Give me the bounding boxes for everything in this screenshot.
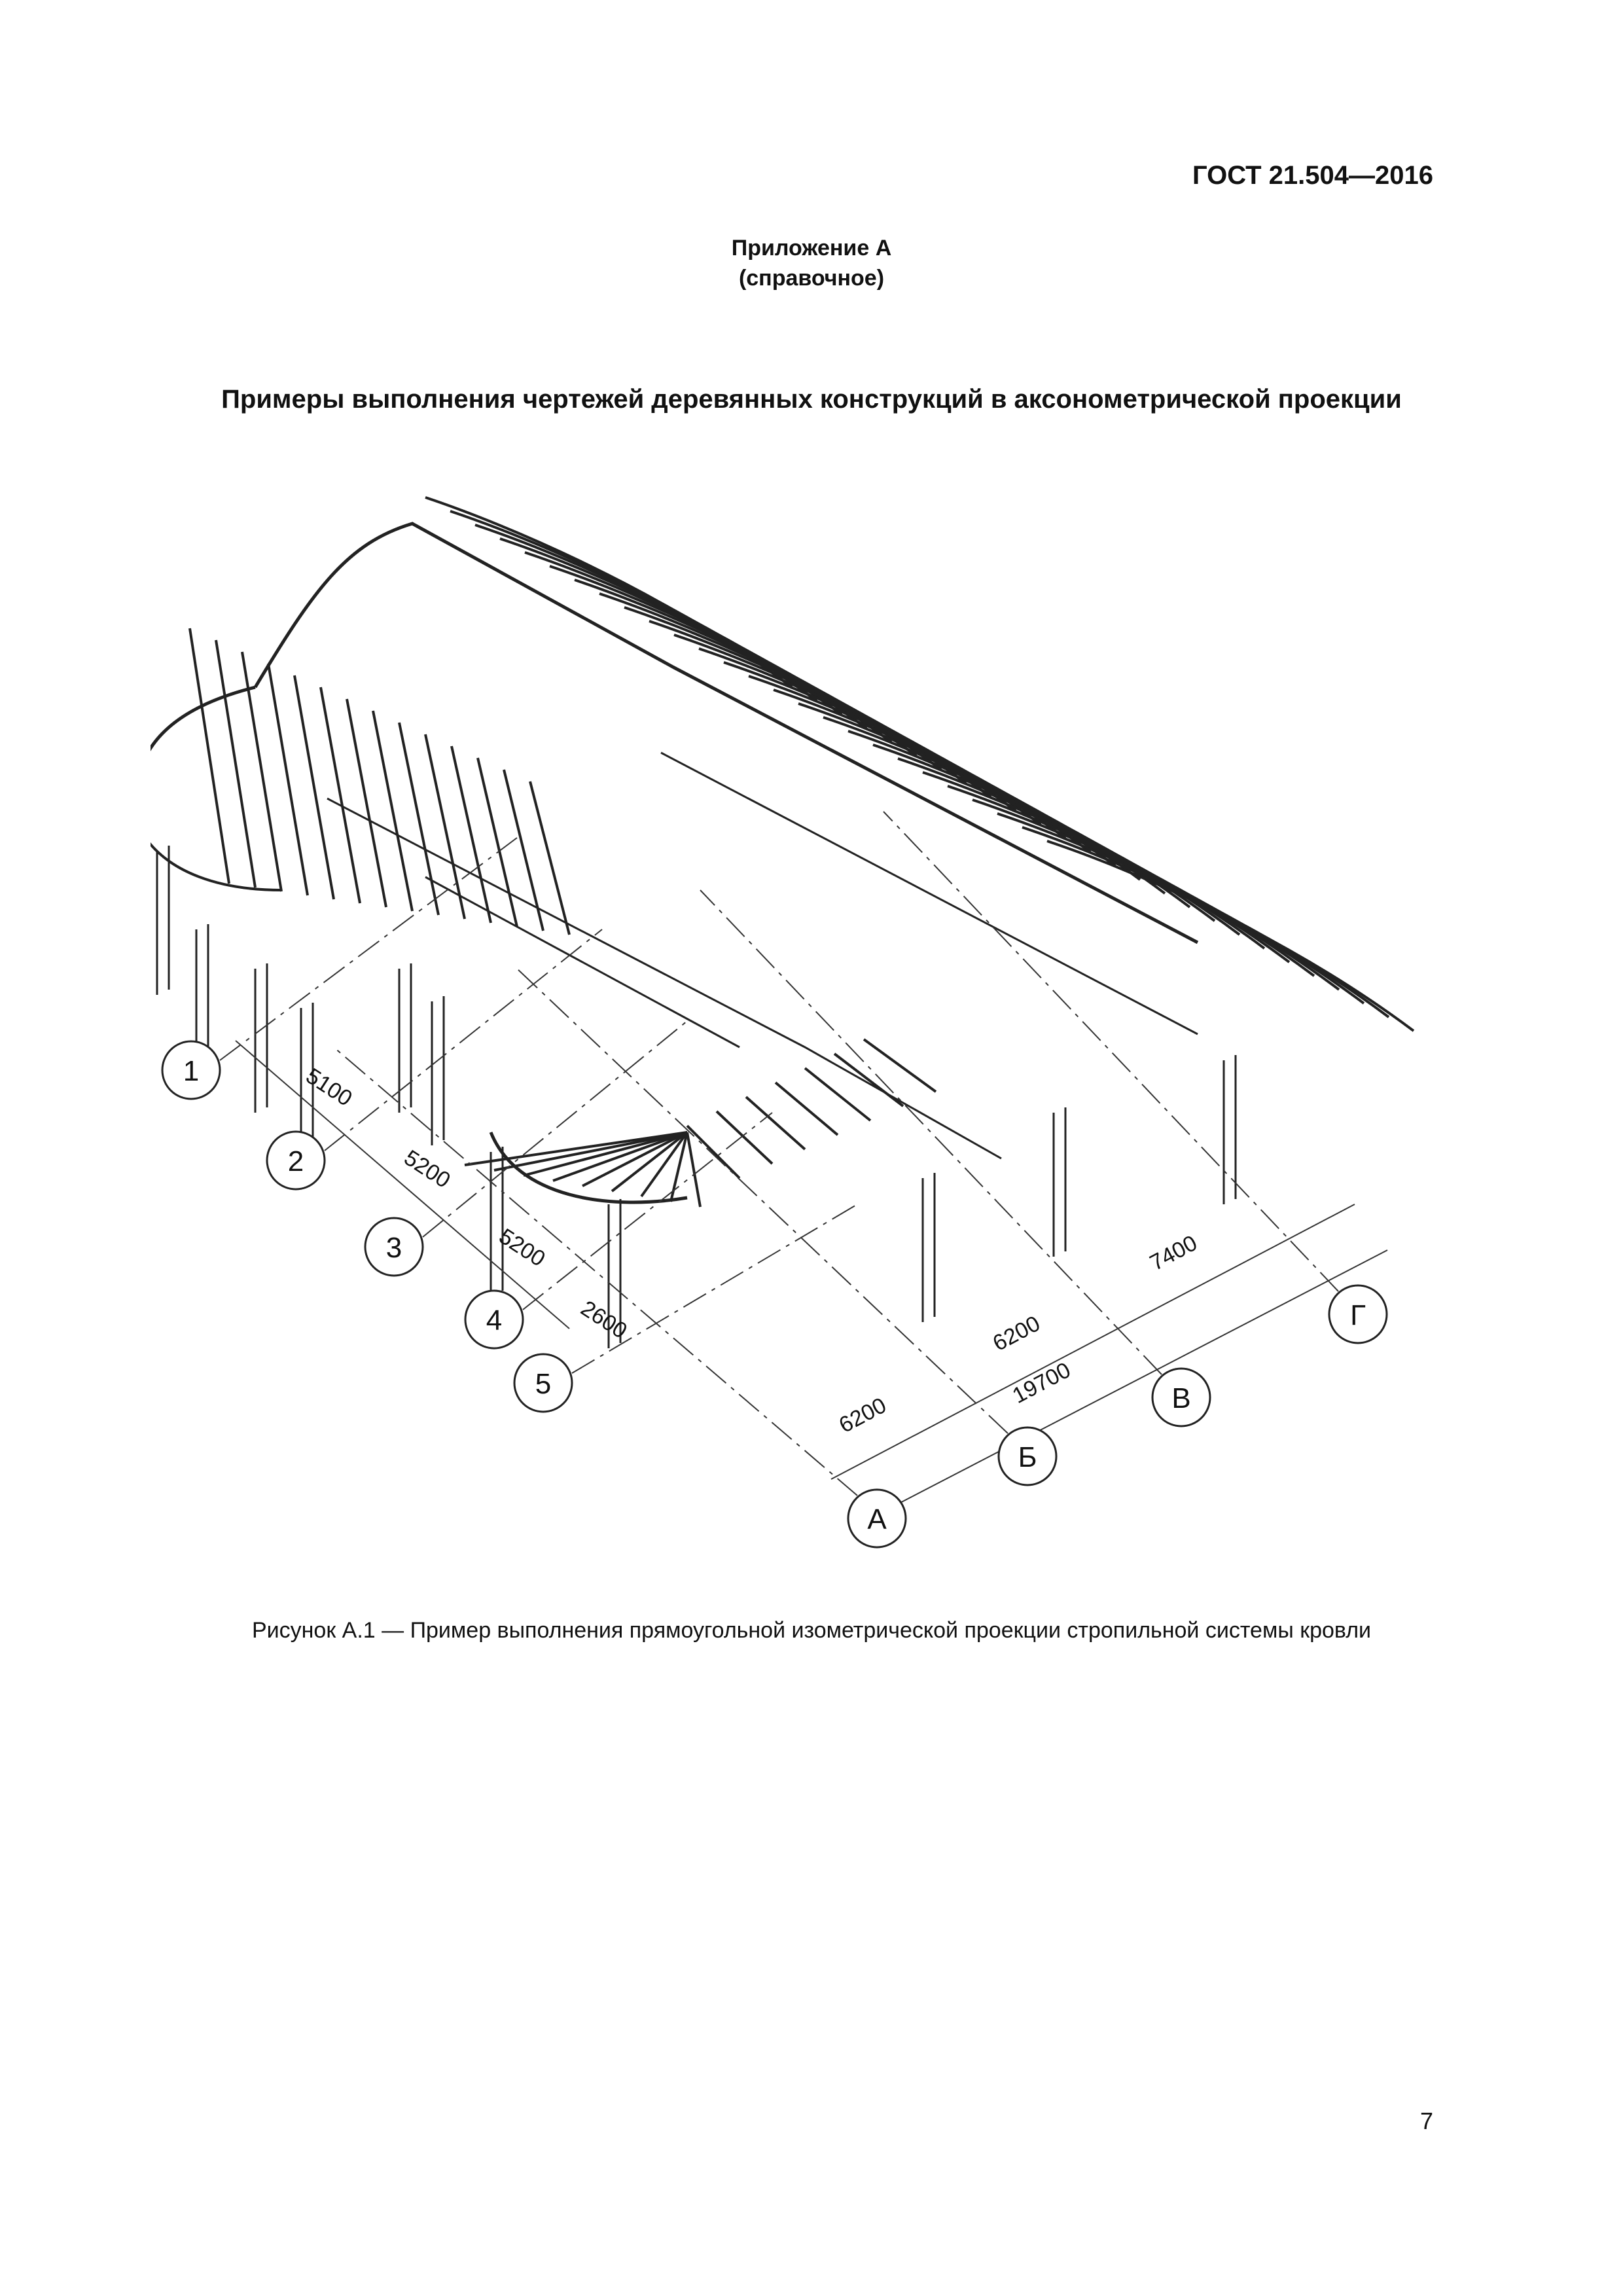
rafter: [504, 770, 543, 931]
svg-text:В: В: [1171, 1382, 1191, 1414]
svg-text:А: А: [867, 1503, 887, 1535]
axis-bubble-a: [848, 1490, 906, 1547]
appendix-heading: [0, 233, 1623, 293]
rafter: [452, 746, 491, 923]
svg-text:4: 4: [486, 1304, 503, 1336]
rafter: [268, 664, 308, 895]
svg-text:3: 3: [385, 1232, 402, 1264]
dim-4-5: 2600: [576, 1295, 632, 1344]
fan-rafter: [553, 1132, 687, 1181]
rafter: [805, 1068, 870, 1121]
svg-text:Г: Г: [1350, 1299, 1366, 1331]
appendix-status: (справочное): [738, 266, 885, 291]
axis-bubbles: [162, 1041, 1387, 1547]
rafter: [321, 687, 360, 903]
grid-axis: [700, 890, 1162, 1374]
grid-axis: [883, 812, 1338, 1291]
dimension-line: [831, 1204, 1355, 1479]
axis-bubble-4: [465, 1291, 523, 1348]
grid-axis: [334, 1047, 857, 1496]
rafter: [776, 1083, 838, 1135]
fan-rafter: [494, 1132, 687, 1170]
dim-b-v: 6200: [988, 1311, 1044, 1357]
dim-3-4: 5200: [494, 1223, 550, 1272]
appendix-label: Приложение А: [731, 236, 892, 260]
dim-v-g: 7400: [1145, 1230, 1202, 1276]
axis-bubble-b: [999, 1427, 1056, 1485]
dim-total: 19700: [1008, 1357, 1075, 1409]
dim-2-3: 5200: [399, 1145, 455, 1193]
rafter-structure: [151, 497, 1414, 1348]
rafter: [347, 699, 386, 907]
fan-rafter: [687, 1132, 700, 1207]
standard-code: ГОСТ 21.504—2016: [1192, 161, 1433, 190]
dim-1-2: 5100: [301, 1063, 357, 1111]
rafter: [216, 640, 255, 888]
axis-bubble-3: [365, 1218, 423, 1276]
ridge-beam: [255, 524, 1198, 942]
axis-bubble-1: [162, 1041, 220, 1099]
roof-framing-drawing: [151, 471, 1433, 1581]
svg-text:5: 5: [535, 1368, 552, 1400]
grid-axis: [325, 929, 602, 1151]
rafter: [746, 1097, 805, 1149]
grid-axis: [572, 1204, 857, 1373]
grid-axis: [423, 1021, 687, 1237]
rafter: [190, 628, 229, 884]
purlin: [425, 877, 740, 1047]
purlin: [661, 753, 1198, 1034]
axis-bubble-g: [1329, 1285, 1387, 1343]
rafter: [1022, 827, 1389, 1017]
svg-text:2: 2: [287, 1145, 304, 1177]
rafter: [530, 781, 569, 935]
rafter: [373, 711, 412, 911]
rafter: [1047, 841, 1414, 1031]
page-title: Примеры выполнения чертежей деревянных конструкций в аксонометрической проекции: [221, 385, 1402, 414]
dim-a-b: 6200: [834, 1393, 891, 1439]
hip-curve: [151, 825, 281, 890]
grid-axis: [220, 838, 517, 1060]
rafter: [294, 675, 334, 899]
axis-bubble-2: [267, 1132, 325, 1189]
figure-caption: Рисунок А.1 — Пример выполнения прямоугольной изометрической проекции стропильной системы кровли: [251, 1618, 1372, 1643]
axis-bubble-v: [1152, 1369, 1210, 1426]
dimension-line: [857, 1250, 1387, 1525]
svg-text:Б: Б: [1018, 1441, 1037, 1473]
rafter: [399, 723, 438, 915]
page-number: 7: [1419, 2108, 1433, 2134]
axis-bubble-5: [514, 1354, 572, 1412]
svg-text:1: 1: [183, 1055, 200, 1087]
